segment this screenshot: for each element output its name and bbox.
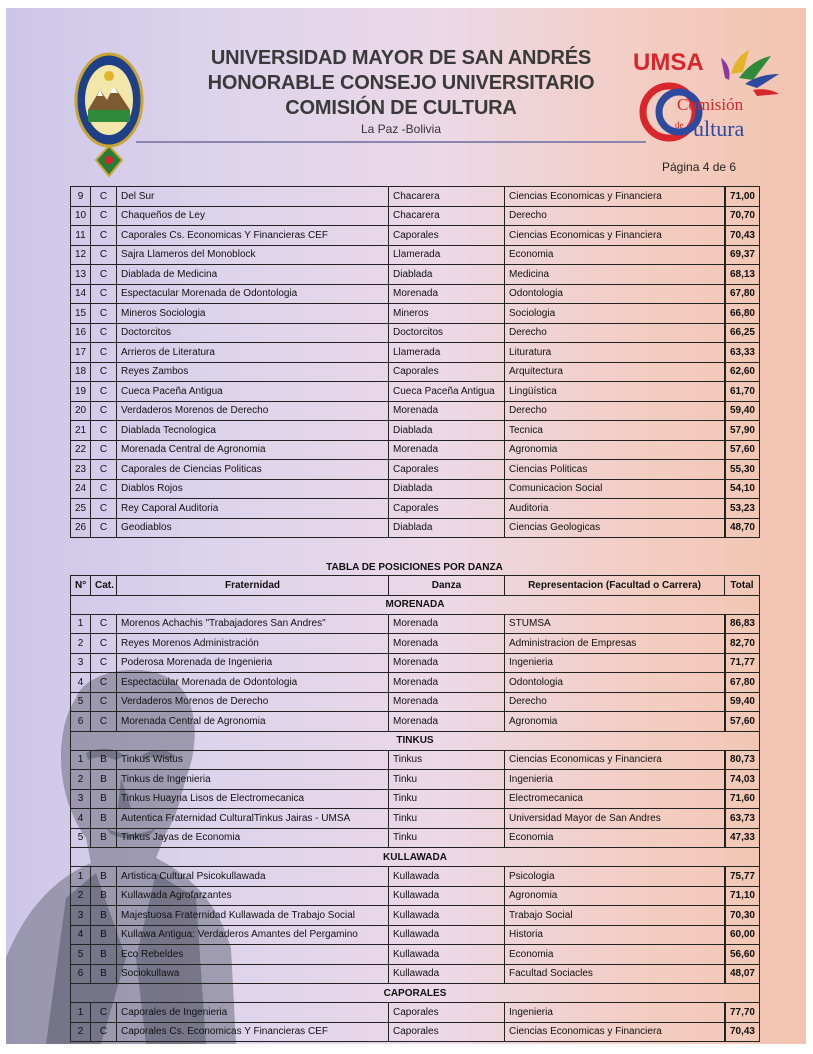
row-number: 4 bbox=[71, 809, 91, 829]
table-row bbox=[71, 867, 760, 887]
umsa-cultura-logo bbox=[631, 44, 781, 144]
section-header-row bbox=[71, 595, 760, 614]
row-fraternity: Del Sur bbox=[117, 187, 389, 207]
row-category: B bbox=[91, 945, 117, 965]
row-number: 24 bbox=[71, 479, 91, 499]
row-dance: Morenada bbox=[389, 440, 505, 460]
row-representation: Tecnica bbox=[505, 421, 725, 441]
row-number: 16 bbox=[71, 323, 91, 343]
row-total: 82,70 bbox=[725, 634, 760, 654]
row-dance: Kullawada bbox=[389, 925, 505, 945]
row-dance: Doctorcitos bbox=[389, 323, 505, 343]
ranking-table-continued bbox=[70, 186, 760, 538]
row-representation: Ciencias Economicas y Financiera bbox=[505, 1022, 725, 1042]
row-fraternity: Caporales de Ciencias Politicas bbox=[117, 460, 389, 480]
row-representation: Arquitectura bbox=[505, 362, 725, 382]
row-total: 56,60 bbox=[725, 945, 760, 965]
row-fraternity: Verdaderos Morenos de Derecho bbox=[117, 692, 389, 712]
row-number: 19 bbox=[71, 382, 91, 402]
dance-table-body bbox=[71, 595, 760, 1042]
table-row bbox=[71, 906, 760, 926]
row-representation: Auditoria bbox=[505, 499, 725, 519]
row-representation: Ciencias Economicas y Financiera bbox=[505, 750, 725, 770]
table-row bbox=[71, 226, 760, 246]
row-category: C bbox=[91, 362, 117, 382]
row-dance: Kullawada bbox=[389, 906, 505, 926]
table-row bbox=[71, 499, 760, 519]
row-category: C bbox=[91, 382, 117, 402]
row-total: 57,60 bbox=[725, 440, 760, 460]
row-fraternity: Espectacular Morenada de Odontologia bbox=[117, 284, 389, 304]
row-category: C bbox=[91, 653, 117, 673]
row-category: B bbox=[91, 789, 117, 809]
row-representation: Ciencias Economicas y Financiera bbox=[505, 226, 725, 246]
row-total: 86,83 bbox=[725, 614, 760, 634]
row-fraternity: Poderosa Morenada de Ingenieria bbox=[117, 653, 389, 673]
row-category: C bbox=[91, 304, 117, 324]
row-total: 69,37 bbox=[725, 245, 760, 265]
row-fraternity: Geodiablos bbox=[117, 518, 389, 538]
table-header-row bbox=[71, 576, 760, 596]
table-row bbox=[71, 925, 760, 945]
row-total: 70,43 bbox=[725, 1022, 760, 1042]
row-fraternity: Morenada Central de Agronomia bbox=[117, 440, 389, 460]
row-total: 67,80 bbox=[725, 284, 760, 304]
row-number: 5 bbox=[71, 828, 91, 848]
row-number: 15 bbox=[71, 304, 91, 324]
row-dance: Caporales bbox=[389, 1003, 505, 1023]
row-total: 70,30 bbox=[725, 906, 760, 926]
row-dance: Kullawada bbox=[389, 867, 505, 887]
row-dance: Tinkus bbox=[389, 750, 505, 770]
ranking-table-body bbox=[71, 187, 760, 538]
row-number: 1 bbox=[71, 750, 91, 770]
row-number: 13 bbox=[71, 265, 91, 285]
row-fraternity: Tinkus Huayna Lisos de Electromecanica bbox=[117, 789, 389, 809]
row-number: 21 bbox=[71, 421, 91, 441]
row-number: 25 bbox=[71, 499, 91, 519]
row-number: 26 bbox=[71, 518, 91, 538]
row-category: B bbox=[91, 809, 117, 829]
row-representation: Agronomia bbox=[505, 886, 725, 906]
row-representation: Ingenieria bbox=[505, 653, 725, 673]
row-total: 55,30 bbox=[725, 460, 760, 480]
row-number: 6 bbox=[71, 712, 91, 732]
table-row bbox=[71, 789, 760, 809]
row-total: 71,60 bbox=[725, 789, 760, 809]
row-category: C bbox=[91, 226, 117, 246]
col-header-total: Total bbox=[725, 576, 760, 596]
row-representation: Ciencias Economicas y Financiera bbox=[505, 187, 725, 207]
row-fraternity: Reyes Zambos bbox=[117, 362, 389, 382]
row-number: 9 bbox=[71, 187, 91, 207]
row-representation: Universidad Mayor de San Andres bbox=[505, 809, 725, 829]
row-total: 74,03 bbox=[725, 770, 760, 790]
table-row bbox=[71, 440, 760, 460]
row-category: B bbox=[91, 925, 117, 945]
section-header-row bbox=[71, 984, 760, 1003]
row-fraternity: Caporales Cs. Economicas Y Financieras CEF bbox=[117, 1022, 389, 1042]
table-row bbox=[71, 712, 760, 732]
header-divider bbox=[136, 141, 646, 143]
row-dance: Tinku bbox=[389, 828, 505, 848]
row-fraternity: Espectacular Morenada de Odontologia bbox=[117, 673, 389, 693]
table-row bbox=[71, 673, 760, 693]
svg-text:Comisión: Comisión bbox=[677, 95, 744, 114]
table-row bbox=[71, 518, 760, 538]
row-fraternity: Sociokullawa bbox=[117, 964, 389, 984]
table-row bbox=[71, 886, 760, 906]
row-number: 2 bbox=[71, 1022, 91, 1042]
row-dance: Diablada bbox=[389, 421, 505, 441]
row-fraternity: Eco Rebeldes bbox=[117, 945, 389, 965]
row-representation: Sociologia bbox=[505, 304, 725, 324]
svg-text:UMSA: UMSA bbox=[633, 49, 704, 76]
table-row bbox=[71, 323, 760, 343]
row-representation: Lingüística bbox=[505, 382, 725, 402]
section-title: KULLAWADA bbox=[71, 848, 760, 867]
row-category: B bbox=[91, 770, 117, 790]
col-header-number: N° bbox=[71, 576, 91, 596]
table-row bbox=[71, 828, 760, 848]
row-fraternity: Diablada de Medicina bbox=[117, 265, 389, 285]
section-title: TINKUS bbox=[71, 731, 760, 750]
table-row bbox=[71, 382, 760, 402]
row-fraternity: Majestuosa Fraternidad Kullawada de Trabajo Social bbox=[117, 906, 389, 926]
row-category: C bbox=[91, 499, 117, 519]
row-total: 48,70 bbox=[725, 518, 760, 538]
row-total: 53,23 bbox=[725, 499, 760, 519]
row-dance: Morenada bbox=[389, 692, 505, 712]
row-fraternity: Reyes Morenos Administración bbox=[117, 634, 389, 654]
row-total: 61,70 bbox=[725, 382, 760, 402]
row-fraternity: Rey Caporal Auditoria bbox=[117, 499, 389, 519]
table-row bbox=[71, 460, 760, 480]
row-representation: Ciencias Geologicas bbox=[505, 518, 725, 538]
row-number: 23 bbox=[71, 460, 91, 480]
header-location: La Paz -Bolivia bbox=[360, 122, 442, 136]
header-university: UNIVERSIDAD MAYOR DE SAN ANDRÉS bbox=[210, 47, 592, 69]
col-header-representation: Representacion (Facultad o Carrera) bbox=[505, 576, 725, 596]
university-seal bbox=[74, 50, 144, 180]
table-row bbox=[71, 809, 760, 829]
row-category: C bbox=[91, 712, 117, 732]
table-row bbox=[71, 770, 760, 790]
row-category: B bbox=[91, 886, 117, 906]
table-row bbox=[71, 1003, 760, 1023]
row-representation: Derecho bbox=[505, 692, 725, 712]
row-representation: Historia bbox=[505, 925, 725, 945]
row-dance: Caporales bbox=[389, 226, 505, 246]
row-number: 3 bbox=[71, 906, 91, 926]
section-header-row bbox=[71, 848, 760, 867]
row-dance: Cueca Paceña Antigua bbox=[389, 382, 505, 402]
table-row bbox=[71, 479, 760, 499]
section-header-row bbox=[71, 731, 760, 750]
row-total: 63,73 bbox=[725, 809, 760, 829]
row-total: 71,00 bbox=[725, 187, 760, 207]
row-category: C bbox=[91, 692, 117, 712]
row-number: 11 bbox=[71, 226, 91, 246]
row-total: 62,60 bbox=[725, 362, 760, 382]
row-dance: Caporales bbox=[389, 460, 505, 480]
row-number: 3 bbox=[71, 653, 91, 673]
row-total: 67,80 bbox=[725, 673, 760, 693]
row-total: 80,73 bbox=[725, 750, 760, 770]
row-number: 3 bbox=[71, 789, 91, 809]
row-category: B bbox=[91, 867, 117, 887]
row-total: 66,25 bbox=[725, 323, 760, 343]
row-total: 68,13 bbox=[725, 265, 760, 285]
row-fraternity: Verdaderos Morenos de Derecho bbox=[117, 401, 389, 421]
row-total: 71,10 bbox=[725, 886, 760, 906]
row-fraternity: Diablos Rojos bbox=[117, 479, 389, 499]
row-total: 63,33 bbox=[725, 343, 760, 363]
row-category: C bbox=[91, 421, 117, 441]
svg-text:de: de bbox=[675, 120, 684, 130]
row-dance: Kullawada bbox=[389, 886, 505, 906]
row-total: 59,40 bbox=[725, 401, 760, 421]
row-dance: Caporales bbox=[389, 499, 505, 519]
table-row bbox=[71, 284, 760, 304]
table-row bbox=[71, 265, 760, 285]
row-representation: Ingenieria bbox=[505, 1003, 725, 1023]
row-number: 6 bbox=[71, 964, 91, 984]
row-fraternity: Morenos Achachis "Trabajadores San Andres" bbox=[117, 614, 389, 634]
row-category: C bbox=[91, 187, 117, 207]
row-number: 18 bbox=[71, 362, 91, 382]
table-row bbox=[71, 1022, 760, 1042]
table-row bbox=[71, 945, 760, 965]
section-title: MORENADA bbox=[71, 595, 760, 614]
row-category: C bbox=[91, 1003, 117, 1023]
row-dance: Diablada bbox=[389, 518, 505, 538]
document-page bbox=[6, 8, 806, 1044]
row-representation: Agronomia bbox=[505, 440, 725, 460]
row-dance: Kullawada bbox=[389, 964, 505, 984]
row-representation: Odontologia bbox=[505, 284, 725, 304]
table-row bbox=[71, 653, 760, 673]
row-total: 70,70 bbox=[725, 206, 760, 226]
row-number: 1 bbox=[71, 614, 91, 634]
header-commission: COMISIÓN DE CULTURA bbox=[285, 97, 517, 119]
row-representation: Odontologia bbox=[505, 673, 725, 693]
row-total: 70,43 bbox=[725, 226, 760, 246]
row-representation: Derecho bbox=[505, 323, 725, 343]
row-dance: Mineros bbox=[389, 304, 505, 324]
row-category: C bbox=[91, 401, 117, 421]
document-header bbox=[206, 46, 596, 136]
row-total: 57,60 bbox=[725, 712, 760, 732]
row-representation: Trabajo Social bbox=[505, 906, 725, 926]
row-number: 17 bbox=[71, 343, 91, 363]
row-category: C bbox=[91, 343, 117, 363]
row-fraternity: Chaqueños de Ley bbox=[117, 206, 389, 226]
row-representation: Derecho bbox=[505, 401, 725, 421]
svg-text:ultura: ultura bbox=[693, 116, 745, 141]
row-number: 12 bbox=[71, 245, 91, 265]
row-category: B bbox=[91, 964, 117, 984]
row-number: 2 bbox=[71, 770, 91, 790]
row-representation: Economia bbox=[505, 828, 725, 848]
row-representation: Medicina bbox=[505, 265, 725, 285]
row-fraternity: Doctorcitos bbox=[117, 323, 389, 343]
row-dance: Chacarera bbox=[389, 206, 505, 226]
col-header-category: Cat. bbox=[91, 576, 117, 596]
row-dance: Morenada bbox=[389, 634, 505, 654]
row-category: C bbox=[91, 460, 117, 480]
row-category: C bbox=[91, 518, 117, 538]
row-dance: Morenada bbox=[389, 401, 505, 421]
row-number: 1 bbox=[71, 1003, 91, 1023]
row-representation: Economia bbox=[505, 245, 725, 265]
row-representation: Comunicacion Social bbox=[505, 479, 725, 499]
row-fraternity: Kullawada Agrofarzantes bbox=[117, 886, 389, 906]
table-row bbox=[71, 401, 760, 421]
row-representation: Ingenieria bbox=[505, 770, 725, 790]
row-dance: Morenada bbox=[389, 653, 505, 673]
row-category: C bbox=[91, 440, 117, 460]
row-category: C bbox=[91, 265, 117, 285]
dance-table-title: TABLA DE POSICIONES POR DANZA bbox=[326, 562, 503, 573]
table-row bbox=[71, 343, 760, 363]
row-dance: Caporales bbox=[389, 362, 505, 382]
row-representation: Derecho bbox=[505, 206, 725, 226]
table-row bbox=[71, 421, 760, 441]
row-category: B bbox=[91, 828, 117, 848]
row-category: C bbox=[91, 1022, 117, 1042]
row-representation: Ciencias Politicas bbox=[505, 460, 725, 480]
row-representation: Agronomia bbox=[505, 712, 725, 732]
row-number: 4 bbox=[71, 673, 91, 693]
row-representation: Administracion de Empresas bbox=[505, 634, 725, 654]
table-row bbox=[71, 634, 760, 654]
row-number: 5 bbox=[71, 692, 91, 712]
col-header-fraternity: Fraternidad bbox=[117, 576, 389, 596]
table-row bbox=[71, 187, 760, 207]
row-representation: Economia bbox=[505, 945, 725, 965]
row-number: 20 bbox=[71, 401, 91, 421]
row-representation: Psicologia bbox=[505, 867, 725, 887]
row-dance: Diablada bbox=[389, 265, 505, 285]
row-category: C bbox=[91, 673, 117, 693]
row-number: 14 bbox=[71, 284, 91, 304]
row-fraternity: Arrieros de Literatura bbox=[117, 343, 389, 363]
row-total: 54,10 bbox=[725, 479, 760, 499]
row-fraternity: Tinkus Wistus bbox=[117, 750, 389, 770]
table-row bbox=[71, 964, 760, 984]
row-category: C bbox=[91, 284, 117, 304]
row-dance: Tinku bbox=[389, 809, 505, 829]
row-category: C bbox=[91, 206, 117, 226]
row-category: B bbox=[91, 750, 117, 770]
row-total: 77,70 bbox=[725, 1003, 760, 1023]
row-total: 57,90 bbox=[725, 421, 760, 441]
row-number: 4 bbox=[71, 925, 91, 945]
row-number: 10 bbox=[71, 206, 91, 226]
table-row bbox=[71, 750, 760, 770]
row-total: 60,00 bbox=[725, 925, 760, 945]
row-fraternity: Caporales de Ingenieria bbox=[117, 1003, 389, 1023]
section-title: CAPORALES bbox=[71, 984, 760, 1003]
row-total: 66,80 bbox=[725, 304, 760, 324]
row-dance: Chacarera bbox=[389, 187, 505, 207]
row-fraternity: Tinkus Jayas de Economia bbox=[117, 828, 389, 848]
row-number: 1 bbox=[71, 867, 91, 887]
row-total: 48,07 bbox=[725, 964, 760, 984]
row-dance: Morenada bbox=[389, 614, 505, 634]
row-number: 22 bbox=[71, 440, 91, 460]
row-total: 47,33 bbox=[725, 828, 760, 848]
row-dance: Caporales bbox=[389, 1022, 505, 1042]
row-fraternity: Kullawa Antigua: Verdaderos Amantes del Pergamino bbox=[117, 925, 389, 945]
table-row bbox=[71, 206, 760, 226]
row-dance: Morenada bbox=[389, 284, 505, 304]
row-category: C bbox=[91, 634, 117, 654]
row-category: C bbox=[91, 245, 117, 265]
row-category: C bbox=[91, 614, 117, 634]
row-dance: Morenada bbox=[389, 673, 505, 693]
row-fraternity: Caporales Cs. Economicas Y Financieras CEF bbox=[117, 226, 389, 246]
row-dance: Tinku bbox=[389, 789, 505, 809]
row-total: 75,77 bbox=[725, 867, 760, 887]
table-row bbox=[71, 245, 760, 265]
table-row bbox=[71, 614, 760, 634]
row-fraternity: Tinkus de Ingenieria bbox=[117, 770, 389, 790]
row-category: B bbox=[91, 906, 117, 926]
table-row bbox=[71, 362, 760, 382]
row-fraternity: Diablada Tecnologica bbox=[117, 421, 389, 441]
row-total: 71,77 bbox=[725, 653, 760, 673]
table-row bbox=[71, 304, 760, 324]
row-fraternity: Cueca Paceña Antigua bbox=[117, 382, 389, 402]
row-category: C bbox=[91, 323, 117, 343]
row-number: 5 bbox=[71, 945, 91, 965]
row-dance: Diablada bbox=[389, 479, 505, 499]
row-dance: Morenada bbox=[389, 712, 505, 732]
row-dance: Llamerada bbox=[389, 343, 505, 363]
row-dance: Kullawada bbox=[389, 945, 505, 965]
row-representation: Facultad Sociacles bbox=[505, 964, 725, 984]
row-dance: Llamerada bbox=[389, 245, 505, 265]
col-header-dance: Danza bbox=[389, 576, 505, 596]
dance-ranking-table bbox=[70, 575, 760, 1042]
row-fraternity: Sajra Llameros del Monoblock bbox=[117, 245, 389, 265]
header-council: HONORABLE CONSEJO UNIVERSITARIO bbox=[207, 72, 595, 94]
row-fraternity: Morenada Central de Agronomia bbox=[117, 712, 389, 732]
row-representation: STUMSA bbox=[505, 614, 725, 634]
row-fraternity: Artistica Cultural Psicokullawada bbox=[117, 867, 389, 887]
row-category: C bbox=[91, 479, 117, 499]
table-row bbox=[71, 692, 760, 712]
row-representation: Electromecanica bbox=[505, 789, 725, 809]
row-fraternity: Autentica Fraternidad CulturalTinkus Jairas - UMSA bbox=[117, 809, 389, 829]
row-number: 2 bbox=[71, 886, 91, 906]
row-representation: Lituratura bbox=[505, 343, 725, 363]
row-total: 59,40 bbox=[725, 692, 760, 712]
row-fraternity: Mineros Sociologia bbox=[117, 304, 389, 324]
page-number: Página 4 de 6 bbox=[662, 160, 737, 174]
row-dance: Tinku bbox=[389, 770, 505, 790]
row-number: 2 bbox=[71, 634, 91, 654]
